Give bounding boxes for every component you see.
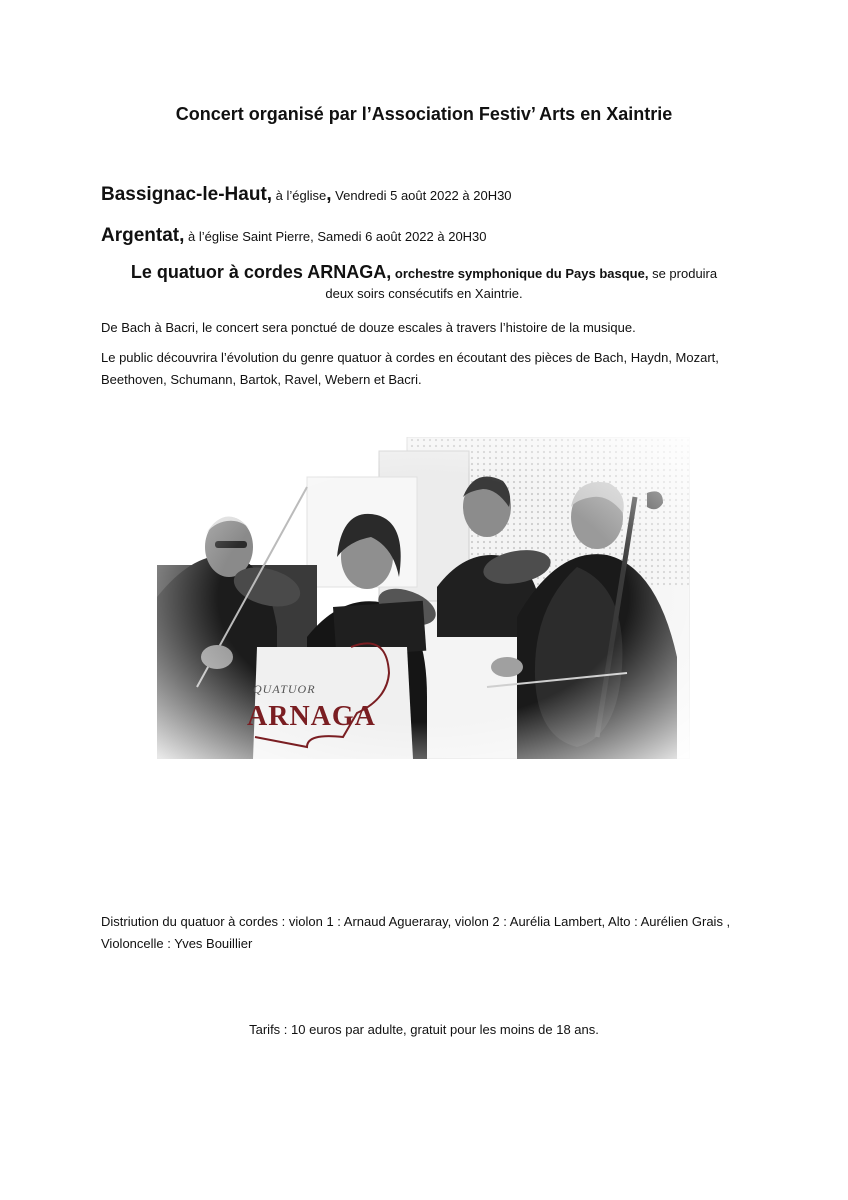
venue-comma: ,	[326, 184, 332, 205]
venue-city: Bassignac-le-Haut,	[101, 184, 273, 205]
paragraph-program: De Bach à Bacri, le concert sera ponctué de douze escales à travers l’histoire de la musique.	[101, 320, 636, 335]
headline	[90, 262, 758, 304]
venue-city: Argentat,	[101, 225, 185, 246]
venue-place: à l’église Saint Pierre,	[188, 229, 314, 244]
quartet-photo-illustration	[157, 437, 690, 759]
headline-rest: se produira	[652, 266, 718, 281]
quartet-name: Le quatuor à cordes ARNAGA,	[130, 262, 392, 282]
page-title: Concert organisé par l’Association Festiv’ Arts en Xaintrie	[175, 104, 673, 124]
quartet-photo	[157, 437, 690, 759]
venue-date: Samedi 6 août 2022 à 20H30	[317, 229, 487, 244]
venue-place: à l’église	[275, 188, 327, 203]
orchestra-name: orchestre symphonique du Pays basque,	[394, 266, 649, 281]
venue-date: Vendredi 5 août 2022 à 20H30	[335, 188, 512, 203]
venue-argentat	[101, 225, 487, 247]
logo-big-text: ARNAGA	[247, 701, 376, 732]
paragraph-composers: Le public découvrira l’évolution du genre quatuor à cordes en écoutant des pièces de Bach, Haydn, Mozart, Beethoven, Schumann, Bartok, Ravel, Webern et Bacri.	[101, 350, 719, 387]
logo-small-text: QUATUOR	[253, 682, 316, 696]
headline-rest-2: deux soirs consécutifs en Xaintrie.	[325, 286, 523, 301]
distribution: Distriution du quatuor à cordes : violon 1 : Arnaud Agueraray, violon 2 : Aurélia Lambert, Alto : Aurélien Grais , Violoncelle : Yves Bouillier	[101, 914, 731, 951]
tarifs: Tarifs : 10 euros par adulte, gratuit pour les moins de 18 ans.	[249, 1022, 599, 1037]
venue-bassignac	[101, 184, 512, 206]
